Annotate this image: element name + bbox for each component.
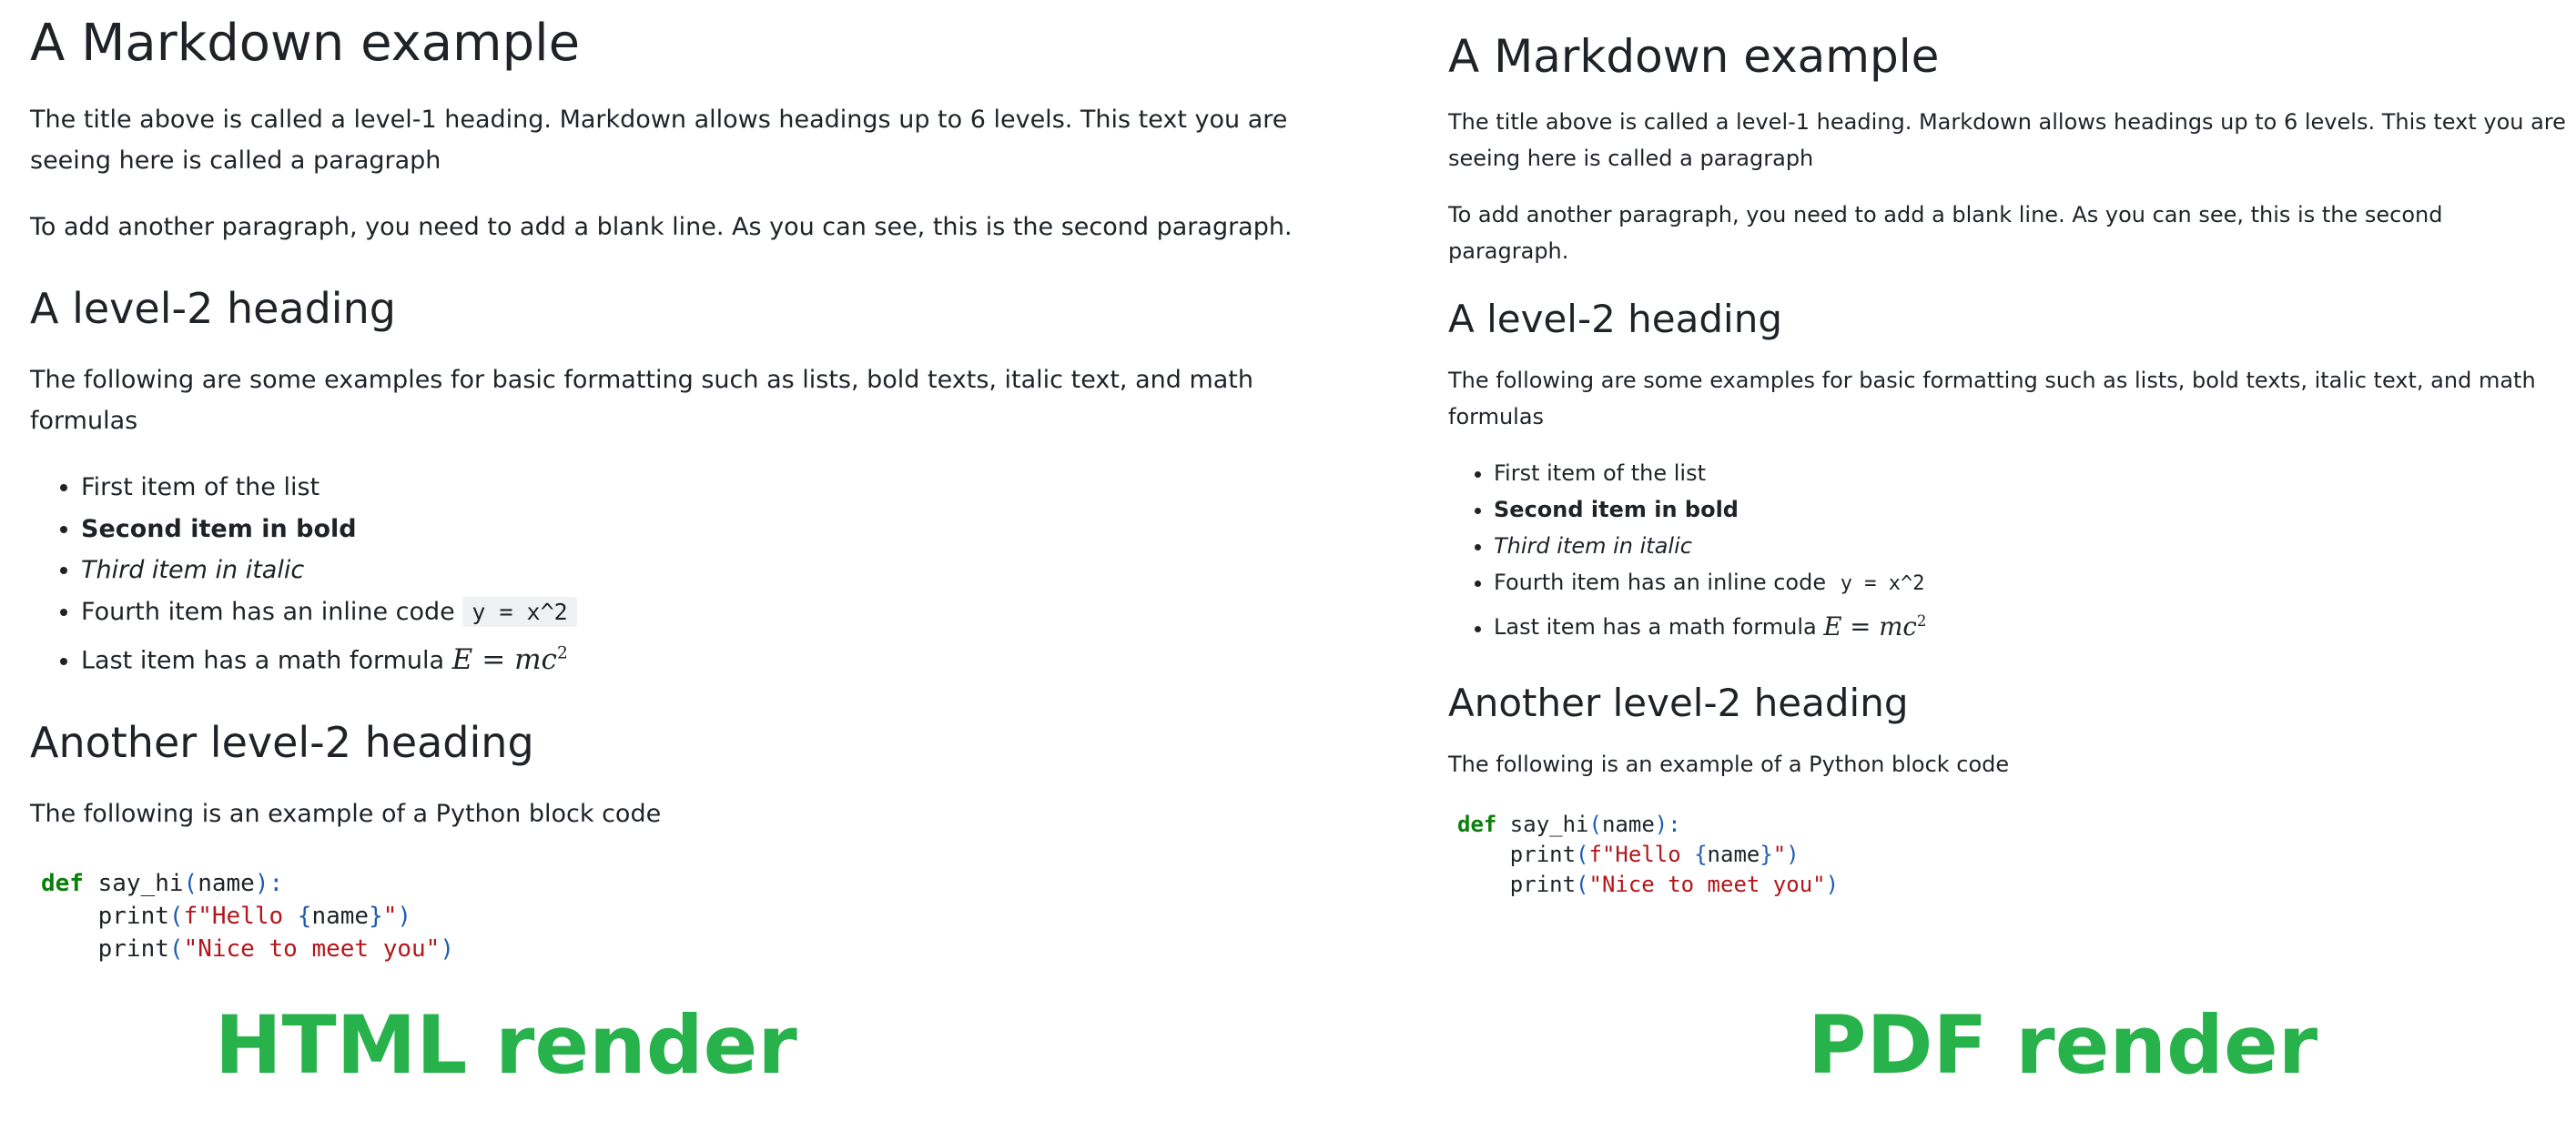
heading-level-2: A level-2 heading: [30, 284, 396, 334]
paragraph-1: The title above is called a level-1 heading. Markdown allows headings up to 6 levels. This text you are seeing here is called a paragraph: [1448, 109, 2566, 171]
code-var: name: [1707, 841, 1760, 867]
bullet-list: [30, 467, 1304, 682]
code-keyword: def: [1457, 811, 1497, 837]
code-print: print: [97, 935, 169, 964]
code-string: ": [382, 903, 398, 931]
list-item-inline-code: [81, 591, 1304, 633]
doc-title: A Markdown example: [30, 14, 581, 73]
code-string: ": [1772, 841, 1787, 867]
paragraph-1: The title above is called a level-1 heading. Markdown allows headings up to 6 levels. This text you are seeing here is called a paragraph: [30, 106, 1288, 176]
math-lhs: E: [451, 642, 473, 676]
code-punct: (: [1576, 841, 1589, 867]
code-string: "Nice to meet you": [183, 935, 441, 964]
code-indent: [41, 903, 98, 930]
code-print: print: [1509, 841, 1577, 867]
math-rhs: mc: [514, 642, 557, 676]
code-punct: (: [168, 935, 184, 964]
inline-code: y = x^2: [1840, 572, 1925, 596]
heading-level-2: A level-2 heading: [1448, 297, 1782, 341]
code-param: name: [1601, 811, 1655, 837]
math-lhs: E: [1823, 611, 1842, 641]
list-item-inline-code: [1494, 564, 2568, 602]
code-string: f"Hello: [183, 903, 298, 931]
code-indent: [1457, 872, 1510, 897]
code-var: name: [311, 903, 370, 931]
code-string: "Nice to meet you": [1588, 871, 1826, 897]
doc-title: A Markdown example: [1448, 30, 1940, 83]
pdf-render-label: PDF render: [1808, 998, 2318, 1092]
paragraph-2: To add another paragraph, you need to add a blank line. As you can see, this is the second paragraph.: [1448, 202, 2443, 264]
math-rhs: mc: [1879, 611, 1917, 641]
list-item-text: Fourth item has an inline code: [1494, 570, 1833, 596]
code-punct: (: [1576, 871, 1589, 897]
paragraph-2: To add another paragraph, you need to add a blank line. As you can see, this is the second paragraph.: [30, 213, 1293, 242]
code-punct: ):: [254, 870, 284, 898]
code-punct: ): [1825, 871, 1840, 897]
html-render-pane: [30, 0, 1304, 973]
html-render-label: HTML render: [215, 998, 797, 1092]
code-indent: [1457, 842, 1510, 867]
code-punct: (: [183, 870, 198, 898]
code-print: print: [1509, 871, 1577, 897]
heading-level-2-another: Another level-2 heading: [30, 718, 534, 768]
code-block: [30, 860, 1304, 973]
code-punct: {: [297, 903, 312, 931]
math-formula: [1823, 611, 1926, 641]
code-param: name: [198, 870, 255, 898]
list-item: • First item of the list: [81, 467, 1304, 509]
math-equals: =: [472, 642, 515, 676]
code-punct: }: [369, 903, 383, 931]
list-item-text: Fourth item has an inline code: [81, 597, 463, 626]
list-item-text: Last item has a math formula: [1494, 614, 1824, 641]
list-item: • First item of the list: [1494, 455, 2568, 491]
bullet-list: [1448, 455, 2568, 645]
code-keyword: def: [41, 870, 84, 898]
code-punct: ): [440, 935, 454, 964]
code-punct: ): [1786, 841, 1800, 867]
list-item-text: Last item has a math formula: [81, 646, 452, 675]
code-punct: (: [168, 903, 184, 931]
list-item-math: [1494, 602, 2568, 645]
code-punct: ):: [1654, 811, 1681, 837]
code-indent: [41, 935, 98, 963]
list-item-math: [81, 632, 1304, 682]
math-equals: =: [1841, 611, 1880, 641]
code-block: [1448, 803, 2568, 907]
code-punct: {: [1694, 841, 1708, 867]
inline-code: y = x^2: [462, 597, 576, 627]
paragraph-4: The following is an example of a Python block code: [30, 800, 662, 829]
list-item-bold: • Second item in bold: [81, 509, 1304, 550]
paragraph-3: The following are some examples for basic formatting such as lists, bold texts, italic text, and math formulas: [30, 366, 1253, 436]
code-function-name: say_hi: [1496, 811, 1589, 837]
paragraph-3: The following are some examples for basic formatting such as lists, bold texts, italic text, and math formulas: [1448, 368, 2536, 430]
code-function-name: say_hi: [83, 870, 184, 898]
code-punct: }: [1760, 841, 1773, 867]
math-exponent: 2: [1916, 611, 1927, 630]
paragraph-4: The following is an example of a Python block code: [1448, 751, 2010, 777]
heading-level-2-another: Another level-2 heading: [1448, 680, 1909, 725]
code-punct: ): [397, 903, 412, 931]
code-punct: (: [1588, 811, 1602, 837]
list-item-italic: • Third item in italic: [1494, 528, 2568, 564]
list-item-italic: • Third item in italic: [81, 550, 1304, 591]
code-string: f"Hello: [1588, 841, 1695, 867]
math-formula: [452, 643, 568, 676]
pdf-render-pane: [1448, 0, 2568, 907]
list-item-bold: • Second item in bold: [1494, 491, 2568, 528]
code-print: print: [97, 903, 169, 931]
math-exponent: 2: [556, 643, 568, 663]
